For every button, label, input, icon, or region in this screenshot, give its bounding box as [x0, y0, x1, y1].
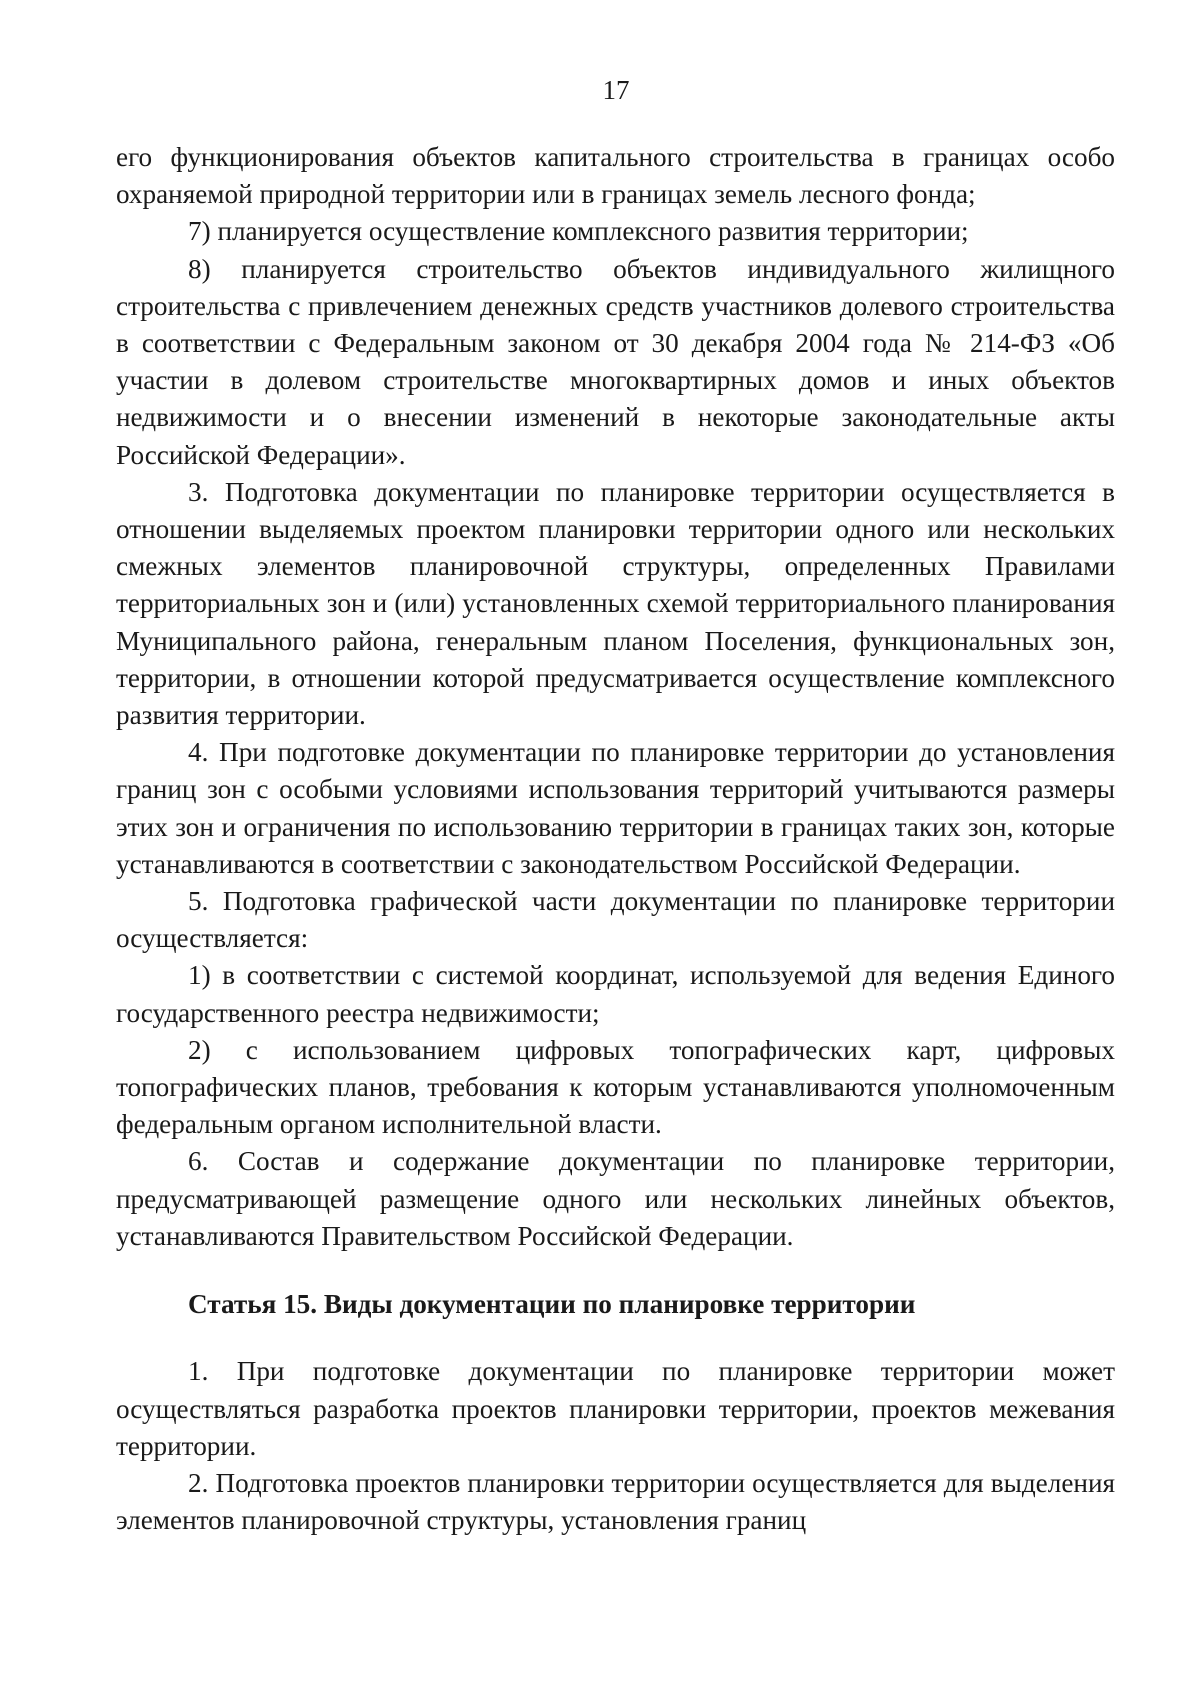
page-number: 17 — [602, 75, 630, 105]
article-heading: Статья 15. Виды документации по планировке территории — [188, 1289, 916, 1320]
paragraph: 5. Подготовка графической части документации по планировке территории осуществляется: — [116, 886, 1115, 954]
paragraph: 2) с использованием цифровых топографических карт, цифровых топографических планов, требования к которым устанавливаются уполномоченным федеральным органом исполнительной власти. — [116, 1034, 1115, 1140]
paragraph: его функционирования объектов капитального строительства в границах особо охраняемой природной территории или в границах земель лесного фонда; — [116, 142, 1115, 210]
paragraph: 6. Состав и содержание документации по планировке территории, предусматривающей размещение одного или нескольких линейных объектов, устанавливаются Правительством Российской Федерации. — [116, 1146, 1115, 1251]
paragraph: 1) в соответствии с системой координат, используемой для ведения Единого государственного реестра недвижимости; — [116, 960, 1115, 1028]
paragraph: 4. При подготовке документации по планировке территории до установления границ зон с особыми условиями использования территорий учитываются размеры этих зон и ограничения по использованию территории в границах таких зон, которые устанавливаются в соответствии с законодательством Российской Федерации. — [116, 737, 1115, 879]
paragraph: 1. При подготовке документации по планировке территории может осуществляться разработка проектов планировки территории, проектов межевания территории. — [116, 1356, 1115, 1461]
paragraph: 2. Подготовка проектов планировки территории осуществляется для выделения элементов планировочной структуры, установления границ — [116, 1467, 1115, 1536]
document-body — [116, 139, 1115, 1539]
paragraph: 7) планируется осуществление комплексного развития территории; — [188, 216, 969, 247]
paragraph: 3. Подготовка документации по планировке территории осуществляется в отношении выделяемых проектом планировки территории одного или нескольких смежных элементов планировочной структуры, определенных Правилами территориальных зон и (или) установленных схемой территориального планирования Муниципального района, генеральным планом Поселения, функциональных зон, территории, в отношении которой предусматривается осуществление комплексного развития территории. — [116, 476, 1115, 731]
paragraph: 8) планируется строительство объектов индивидуального жилищного строительства с привлечением денежных средств участников долевого строительства в соответствии с Федеральным законом от 30 декабря 2004 года № 214-ФЗ «Об участии в долевом строительстве многоквартирных домов и иных объектов недвижимости и о внесении изменений в некоторые законодательные акты Российской Федерации». — [116, 253, 1115, 470]
